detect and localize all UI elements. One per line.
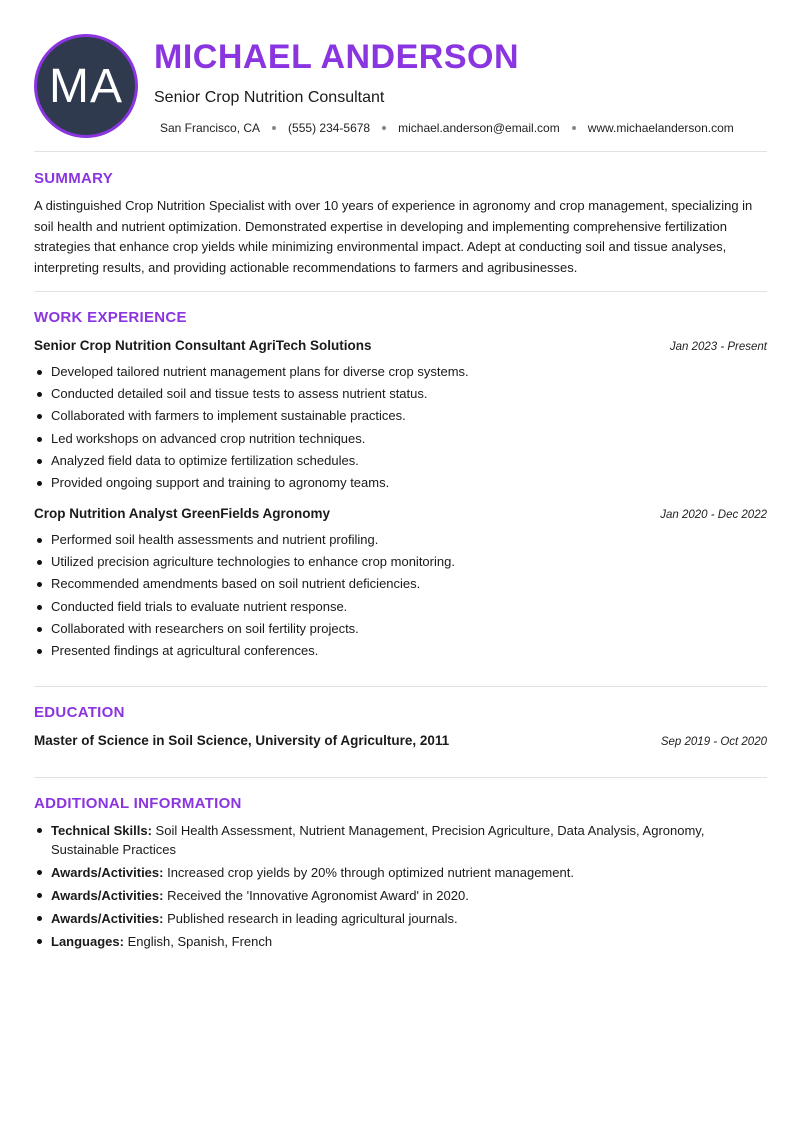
- item-label: Awards/Activities:: [51, 865, 164, 880]
- list-item: [34, 863, 734, 882]
- item-text: English, Spanish, French: [127, 934, 273, 949]
- divider: [34, 151, 767, 152]
- list-item: Performed soil health assessments and nutrient profiling.: [34, 529, 767, 551]
- contact-email[interactable]: michael.anderson@email.com: [398, 121, 560, 135]
- education-heading: EDUCATION: [34, 704, 125, 721]
- list-item: [34, 909, 734, 928]
- item-label: Awards/Activities:: [51, 911, 164, 926]
- experience-heading: WORK EXPERIENCE: [34, 309, 187, 326]
- item-text: Published research in leading agricultural journals.: [167, 911, 458, 926]
- list-item: Collaborated with farmers to implement sustainable practices.: [34, 405, 767, 427]
- avatar: [34, 34, 138, 138]
- job-bullets: [34, 361, 767, 494]
- list-item: Analyzed field data to optimize fertilization schedules.: [34, 450, 767, 472]
- list-item: Recommended amendments based on soil nutrient deficiencies.: [34, 573, 767, 595]
- summary-text: A distinguished Crop Nutrition Specialist with over 10 years of experience in agronomy and crop management, specializing in soil health and nutrient optimization. Demonstrated expertise in developing and implementing comprehensive fertilization strategies that enhance crop yields while minimizing environmental impact. Adept at conducting soil and tissue analyses, interpreting results, and providing actionable recommendations to farmers and agribusinesses.: [34, 198, 753, 275]
- list-item: [34, 886, 734, 905]
- item-text: Increased crop yields by 20% through optimized nutrient management.: [167, 865, 574, 880]
- list-item: Provided ongoing support and training to agronomy teams.: [34, 472, 767, 494]
- list-item: [34, 821, 734, 859]
- additional-list: [34, 821, 734, 955]
- job-dates: Jan 2020 - Dec 2022: [660, 509, 767, 521]
- item-label: Technical Skills:: [51, 823, 152, 838]
- contact-website[interactable]: www.michaelanderson.com: [587, 121, 734, 135]
- education-entry: [34, 733, 767, 748]
- item-label: Awards/Activities:: [51, 888, 164, 903]
- contact-phone: (555) 234-5678: [288, 121, 371, 135]
- job-dates: Jan 2023 - Present: [669, 341, 767, 353]
- list-item: Led workshops on advanced crop nutrition techniques.: [34, 428, 767, 450]
- job-role: Crop Nutrition Analyst GreenFields Agronomy: [34, 506, 331, 521]
- list-item: Conducted field trials to evaluate nutrient response.: [34, 596, 767, 618]
- item-text: Soil Health Assessment, Nutrient Management, Precision Agriculture, Data Analysis, Agronomy, Sustainable Practices: [51, 823, 705, 857]
- additional-heading: ADDITIONAL INFORMATION: [34, 795, 242, 812]
- list-item: Collaborated with researchers on soil fertility projects.: [34, 618, 767, 640]
- summary-heading: SUMMARY: [34, 170, 114, 187]
- list-item: Developed tailored nutrient management plans for diverse crop systems.: [34, 361, 767, 383]
- degree: Master of Science in Soil Science, University of Agriculture, 2011: [34, 733, 450, 748]
- list-item: Conducted detailed soil and tissue tests to assess nutrient status.: [34, 383, 767, 405]
- list-item: Utilized precision agriculture technologies to enhance crop monitoring.: [34, 551, 767, 573]
- list-item: [34, 932, 734, 951]
- divider: [34, 291, 767, 292]
- dot-separator: [382, 126, 386, 130]
- candidate-name: MICHAEL ANDERSON: [154, 38, 520, 76]
- candidate-title: Senior Crop Nutrition Consultant: [154, 89, 385, 106]
- contact-location: San Francisco, CA: [160, 121, 261, 135]
- divider: [34, 686, 767, 687]
- avatar-initials: MA: [49, 59, 123, 113]
- dot-separator: [272, 126, 276, 130]
- item-text: Received the 'Innovative Agronomist Award' in 2020.: [167, 888, 469, 903]
- contact-bar: [160, 121, 734, 135]
- job-bullets: [34, 529, 767, 662]
- job-header: [34, 338, 767, 353]
- job-header: [34, 506, 767, 521]
- job-role: Senior Crop Nutrition Consultant AgriTech Solutions: [34, 338, 372, 353]
- divider: [34, 777, 767, 778]
- education-dates: Sep 2019 - Oct 2020: [660, 736, 767, 748]
- item-label: Languages:: [51, 934, 124, 949]
- list-item: Presented findings at agricultural conferences.: [34, 640, 767, 662]
- dot-separator: [572, 126, 576, 130]
